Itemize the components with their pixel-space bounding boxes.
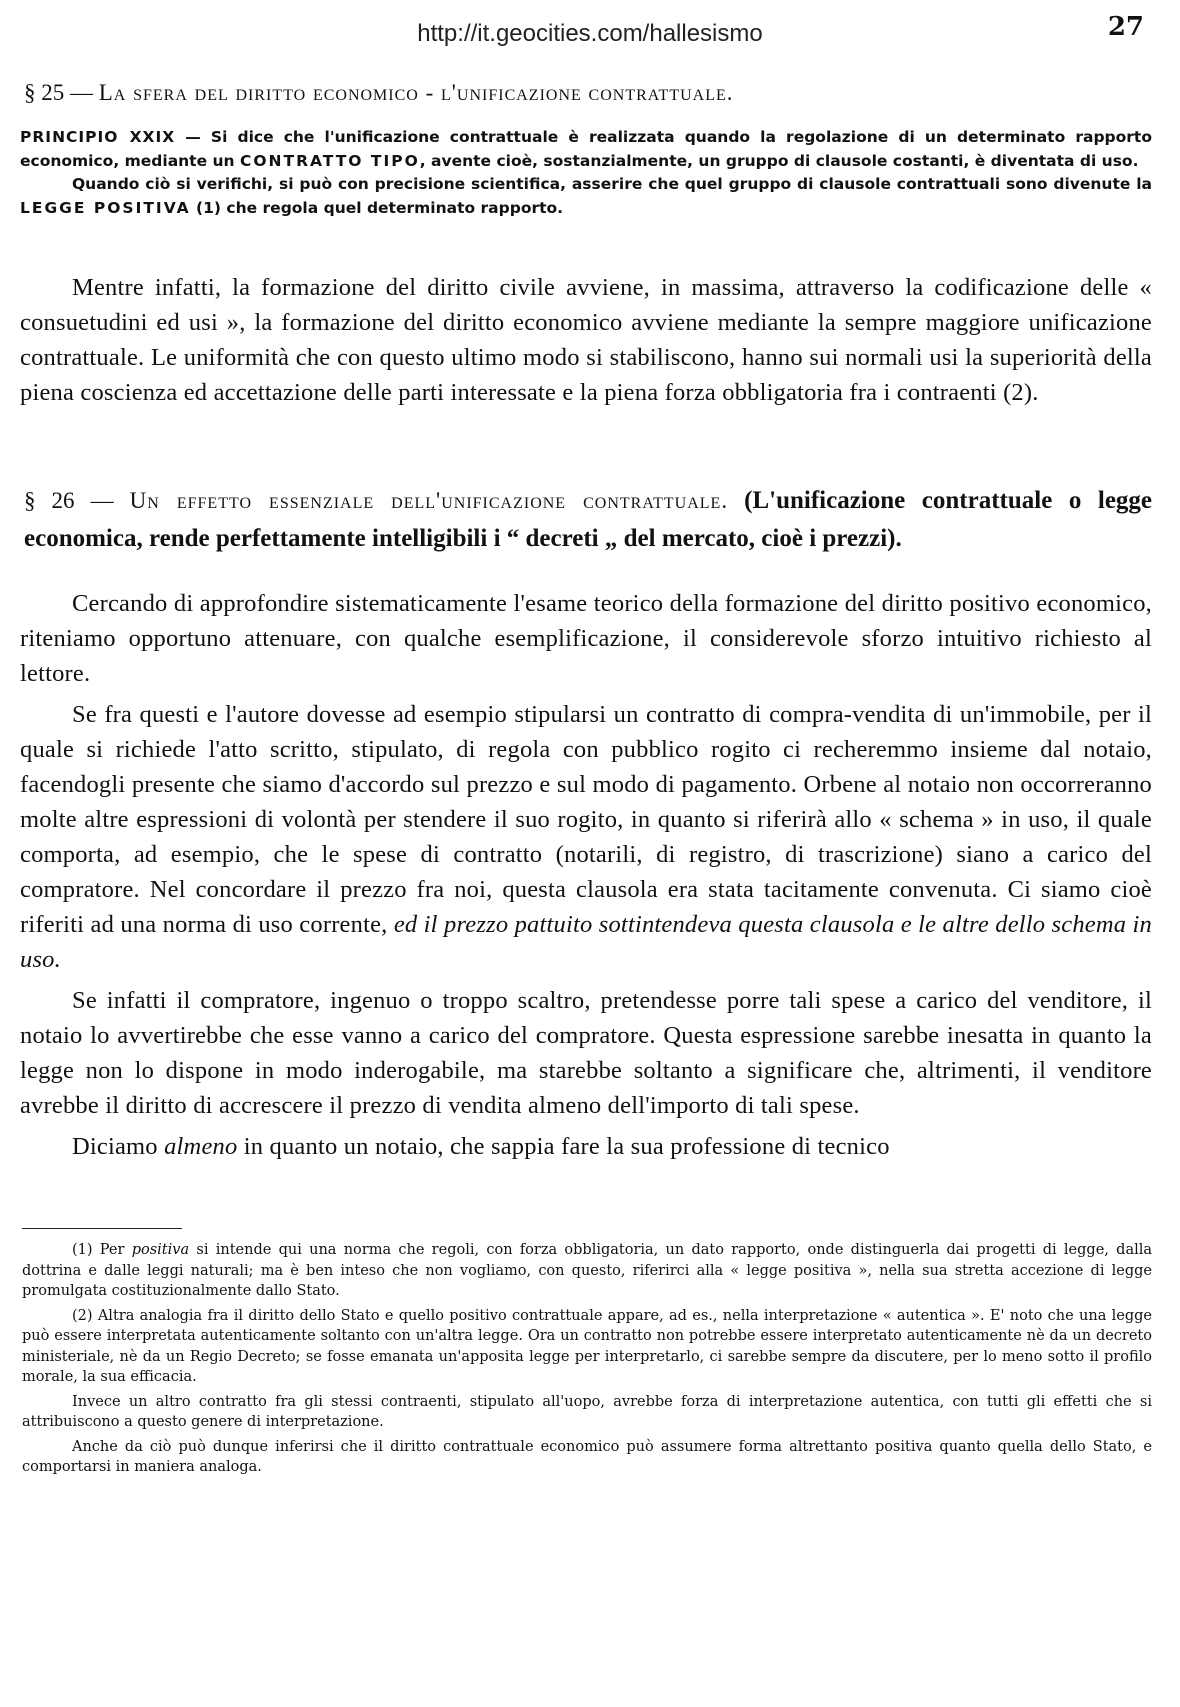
section-26-body xyxy=(20,586,1152,1170)
footnote-1: (1) Per positiva si intende qui una norma che regoli, con forza obbligatoria, un dato rapporto, onde distinguerla dai progetti di legge, dalla dottrina e dalle leggi naturali; ma è ben inteso che non vogliamo, con questo, riferirci alla « legge positiva », nella sua stretta accezione di legge promulgata costituzionalmente dallo Stato. xyxy=(22,1242,1153,1299)
body-paragraph-4: Se infatti il compratore, ingenuo o troppo scaltro, pretendesse porre tali spese a carico del venditore, il notaio lo avvertirebbe che esse vanno a carico del compratore. Questa espressione sarebbe inesatta in quanto la legge non lo dispone in modo inderogabile, ma starebbe soltanto a significare che, altrimenti, il venditore avrebbe il diritto di accrescere il prezzo di vendita almeno dell'importo di tali spese. xyxy=(20,987,1152,1119)
body-paragraph-5: Diciamo almeno in quanto un notaio, che sappia fare la sua professione di tecnico xyxy=(72,1133,890,1160)
section-25-title: La sfera del diritto economico - l'unificazione contrattuale. xyxy=(98,80,734,105)
principle-consequence: Quando ciò si verifichi, si può con precisione scientifica, asserire che quel gruppo di clausole contrattuali sono divenute la LEGGE POSITIVA (1) che regola quel determinato rapporto. xyxy=(20,175,1152,217)
section-26-number: § 26 — xyxy=(24,488,114,513)
section-26-subtitle: (L'unificazione contrattuale o legge economica, rende perfettamente intelligibili i “ decreti „ del mercato, cioè i prezzi). xyxy=(24,487,1153,552)
principle-block xyxy=(20,126,1152,220)
legge-positiva-term: LEGGE POSITIVA xyxy=(20,198,191,217)
principle-definition: PRINCIPIO XXIX — Si dice che l'unificazione contrattuale è realizzata quando la regolazione di un determinato rapporto economico, mediante un CONTRATTO TIPO, avente cioè, sostanzialmente, un gruppo di clausole costanti, è diventata di uso. xyxy=(20,128,1152,170)
italic-phrase: ed il prezzo pattuito sottintendeva questa clausola e le altre dello schema in uso. xyxy=(20,911,1153,973)
source-url: http://it.geocities.com/hallesismo xyxy=(417,20,763,47)
body-paragraph-2: Cercando di approfondire sistematicamente l'esame teorico della formazione del diritto positivo economico, riteniamo opportuno attenuare, con qualche esemplificazione, il considerevole sforzo intuitivo richiesto al lettore. xyxy=(20,590,1152,687)
body-paragraph-3: Se fra questi e l'autore dovesse ad esempio stipularsi un contratto di compra-vendita di un'immobile, per il quale si richiede l'atto scritto, stipulato, di regola con pubblico rogito ci recheremmo insieme dal notaio, facendogli presente che siamo d'accordo sul prezzo e sul modo di pagamento. Orbene al notaio non occorreranno molte altre espressioni di volontà per stendere il suo rogito, in quanto si riferirà allo « schema » in uso, il quale comporta, ad esempio, che le spese di contratto (notarili, di registro, di trascrizione) siano a carico del compratore. Nel concordare il prezzo fra noi, questa clausola era stata tacitamente convenuta. Ci siamo cioè riferiti ad una norma di uso corrente, ed il prezzo pattuito sottintendeva questa clausola e le altre dello schema in uso. xyxy=(20,701,1153,973)
principle-label: PRINCIPIO XXIX xyxy=(20,128,176,146)
footnotes xyxy=(22,1240,1152,1482)
section-25-heading xyxy=(24,74,1154,112)
body-paragraph-1: Mentre infatti, la formazione del diritto civile avviene, in massima, attraverso la codificazione delle « consuetudini ed usi », la formazione del diritto economico avviene mediante la sempre maggiore unificazione contrattuale. Le uniformità che con questo ultimo modo si stabiliscono, hanno sui normali usi la superiorità della piena coscienza ed accettazione delle parti interessate e la piena forza obbligatoria fra i contraenti (2). xyxy=(20,274,1152,406)
footnote-2: (2) Altra analogia fra il diritto dello Stato e quello positivo contrattuale appare, ad es., nella interpretazione « autentica ». E' noto che una legge può essere interpretata autenticamente soltanto con un'altra legge. Ora un contratto non potrebbe essere interpretato autenticamente nè da un decreto ministeriale, nè da un Regio Decreto; se fosse emanata un'apposita legge per interpretarlo, ci sarebbe sempre da discutere, per lo meno sotto il profilo morale, la sua efficacia. xyxy=(22,1307,1152,1385)
section-26-heading xyxy=(24,482,1152,558)
section-25-number: § 25 — xyxy=(24,80,93,105)
footnote-rule xyxy=(22,1228,182,1229)
footnote-2-conclusion: Anche da ciò può dunque inferirsi che il diritto contrattuale economico può assumere forma altrettanto positiva quanto quella dello Stato, e comportarsi in maniera analoga. xyxy=(22,1438,1152,1475)
page-number: 27 xyxy=(1107,12,1144,42)
contratto-tipo-term: CONTRATTO TIPO xyxy=(239,151,420,170)
footnote-2-continued: Invece un altro contratto fra gli stessi contraenti, stipulato all'uopo, avrebbe forza di interpretazione autentica, con tutti gli effetti che si attribuiscono a questo genere di interpretazione. xyxy=(22,1393,1152,1430)
section-26-title: Un effetto essenziale dell'unificazione contrattuale. xyxy=(129,488,729,513)
